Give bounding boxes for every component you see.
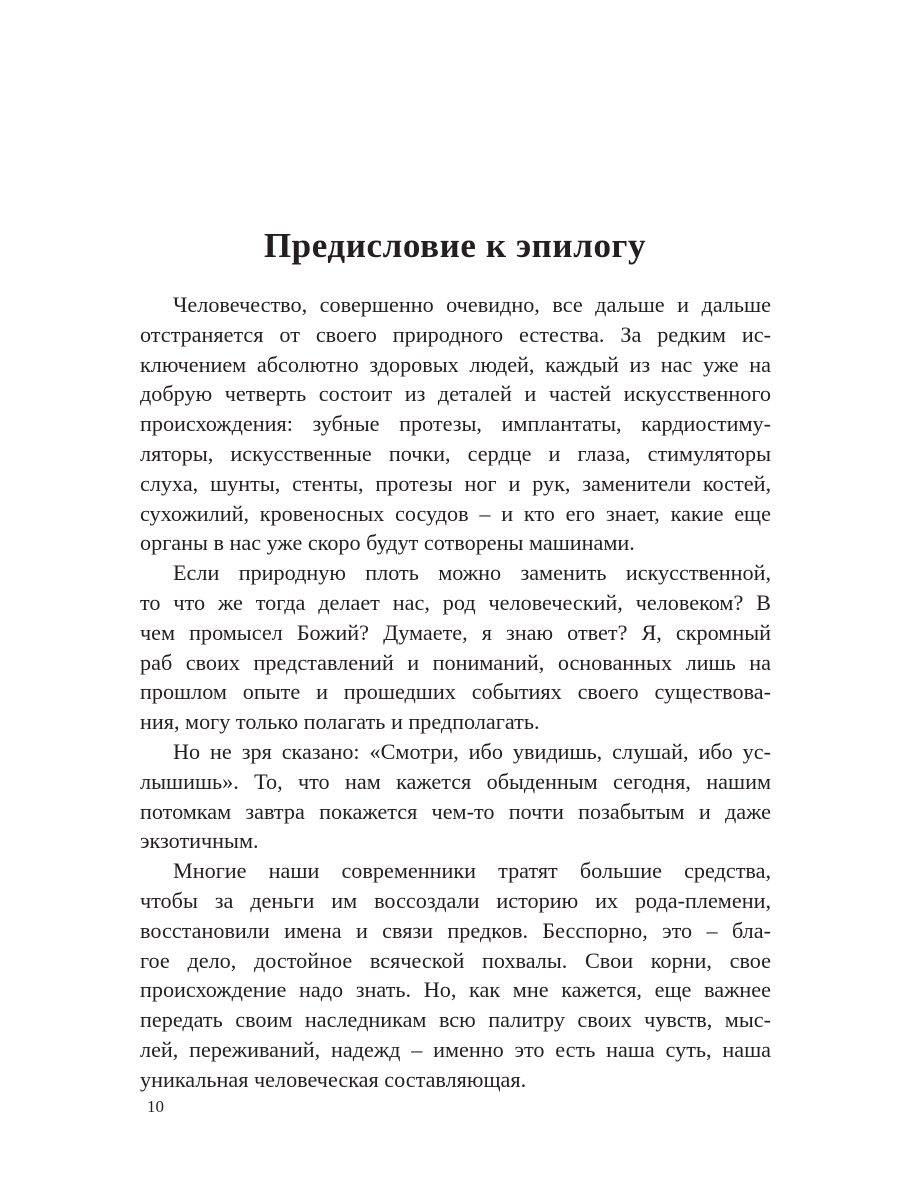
text-line: чтобы за деньги им воссоздали историю их рода-племени, [140,887,771,913]
text-line: лей, переживаний, надежд – именно это есть наша суть, наша [140,1036,771,1062]
text-line: ния, могу только полагать и предполагать. [140,709,540,735]
text-line: происхождения: зубные протезы, имплантаты, кардиостиму- [140,411,771,437]
chapter-title: Предисловие к эпилогу [263,226,647,265]
text-line: ляторы, искусственные почки, сердце и глаза, стимуляторы [140,440,771,466]
text-line: восстановили имена и связи предков. Бесспорно, это – бла- [140,917,771,943]
text-line: уникальная человеческая составляющая. [140,1066,527,1092]
text-line: Человечество, совершенно очевидно, все дальше и дальше [173,292,771,317]
paragraph [140,737,771,856]
text-line: ключением абсолютно здоровых людей, каждый из нас уже на [140,351,771,377]
text-line: добрую четверть состоит из деталей и частей искусственного [140,381,771,407]
paragraph [140,290,771,558]
text-line: происхождение надо знать. Но, как мне кажется, еще важнее [140,977,771,1003]
text-line: Но не зря сказано: «Смотри, ибо увидишь, слушай, ибо ус- [173,738,771,764]
text-line: Многие наши современники тратят большие средства, [173,858,771,884]
text-line: Если природную плоть можно заменить искусственной, [173,560,771,586]
text-line: чем промысел Божий? Думаете, я знаю ответ? Я, скромный [140,619,771,645]
text-line: органы в нас уже скоро будут сотворены машинами. [140,530,635,556]
paragraph [140,856,771,1094]
body-text [140,290,771,1095]
text-line: слуха, шунты, стенты, протезы ног и рук, заменители костей, [140,470,771,496]
paragraph [140,558,771,737]
text-line: прошлом опыте и прошедших событиях своего существова- [140,679,771,705]
text-line: потомкам завтра покажется чем-то почти позабытым и даже [140,798,771,824]
text-line: сухожилий, кровеносных сосудов – и кто его знает, какие еще [140,500,771,526]
page-number: 10 [147,1097,164,1116]
text-line: передать своим наследникам всю палитру своих чувств, мыс- [140,1007,771,1033]
text-line: отстраняется от своего природного естества. За редким ис- [140,321,771,347]
text-line: то что же тогда делает нас, род человеческий, человеком? В [140,589,771,615]
text-line: экзотичным. [140,828,259,854]
text-line: лышишь». То, что нам кажется обыденным сегодня, нашим [140,768,771,794]
text-line: раб своих представлений и пониманий, основанных лишь на [140,649,771,675]
text-line: гое дело, достойное всяческой похвалы. Свои корни, свое [140,947,771,973]
